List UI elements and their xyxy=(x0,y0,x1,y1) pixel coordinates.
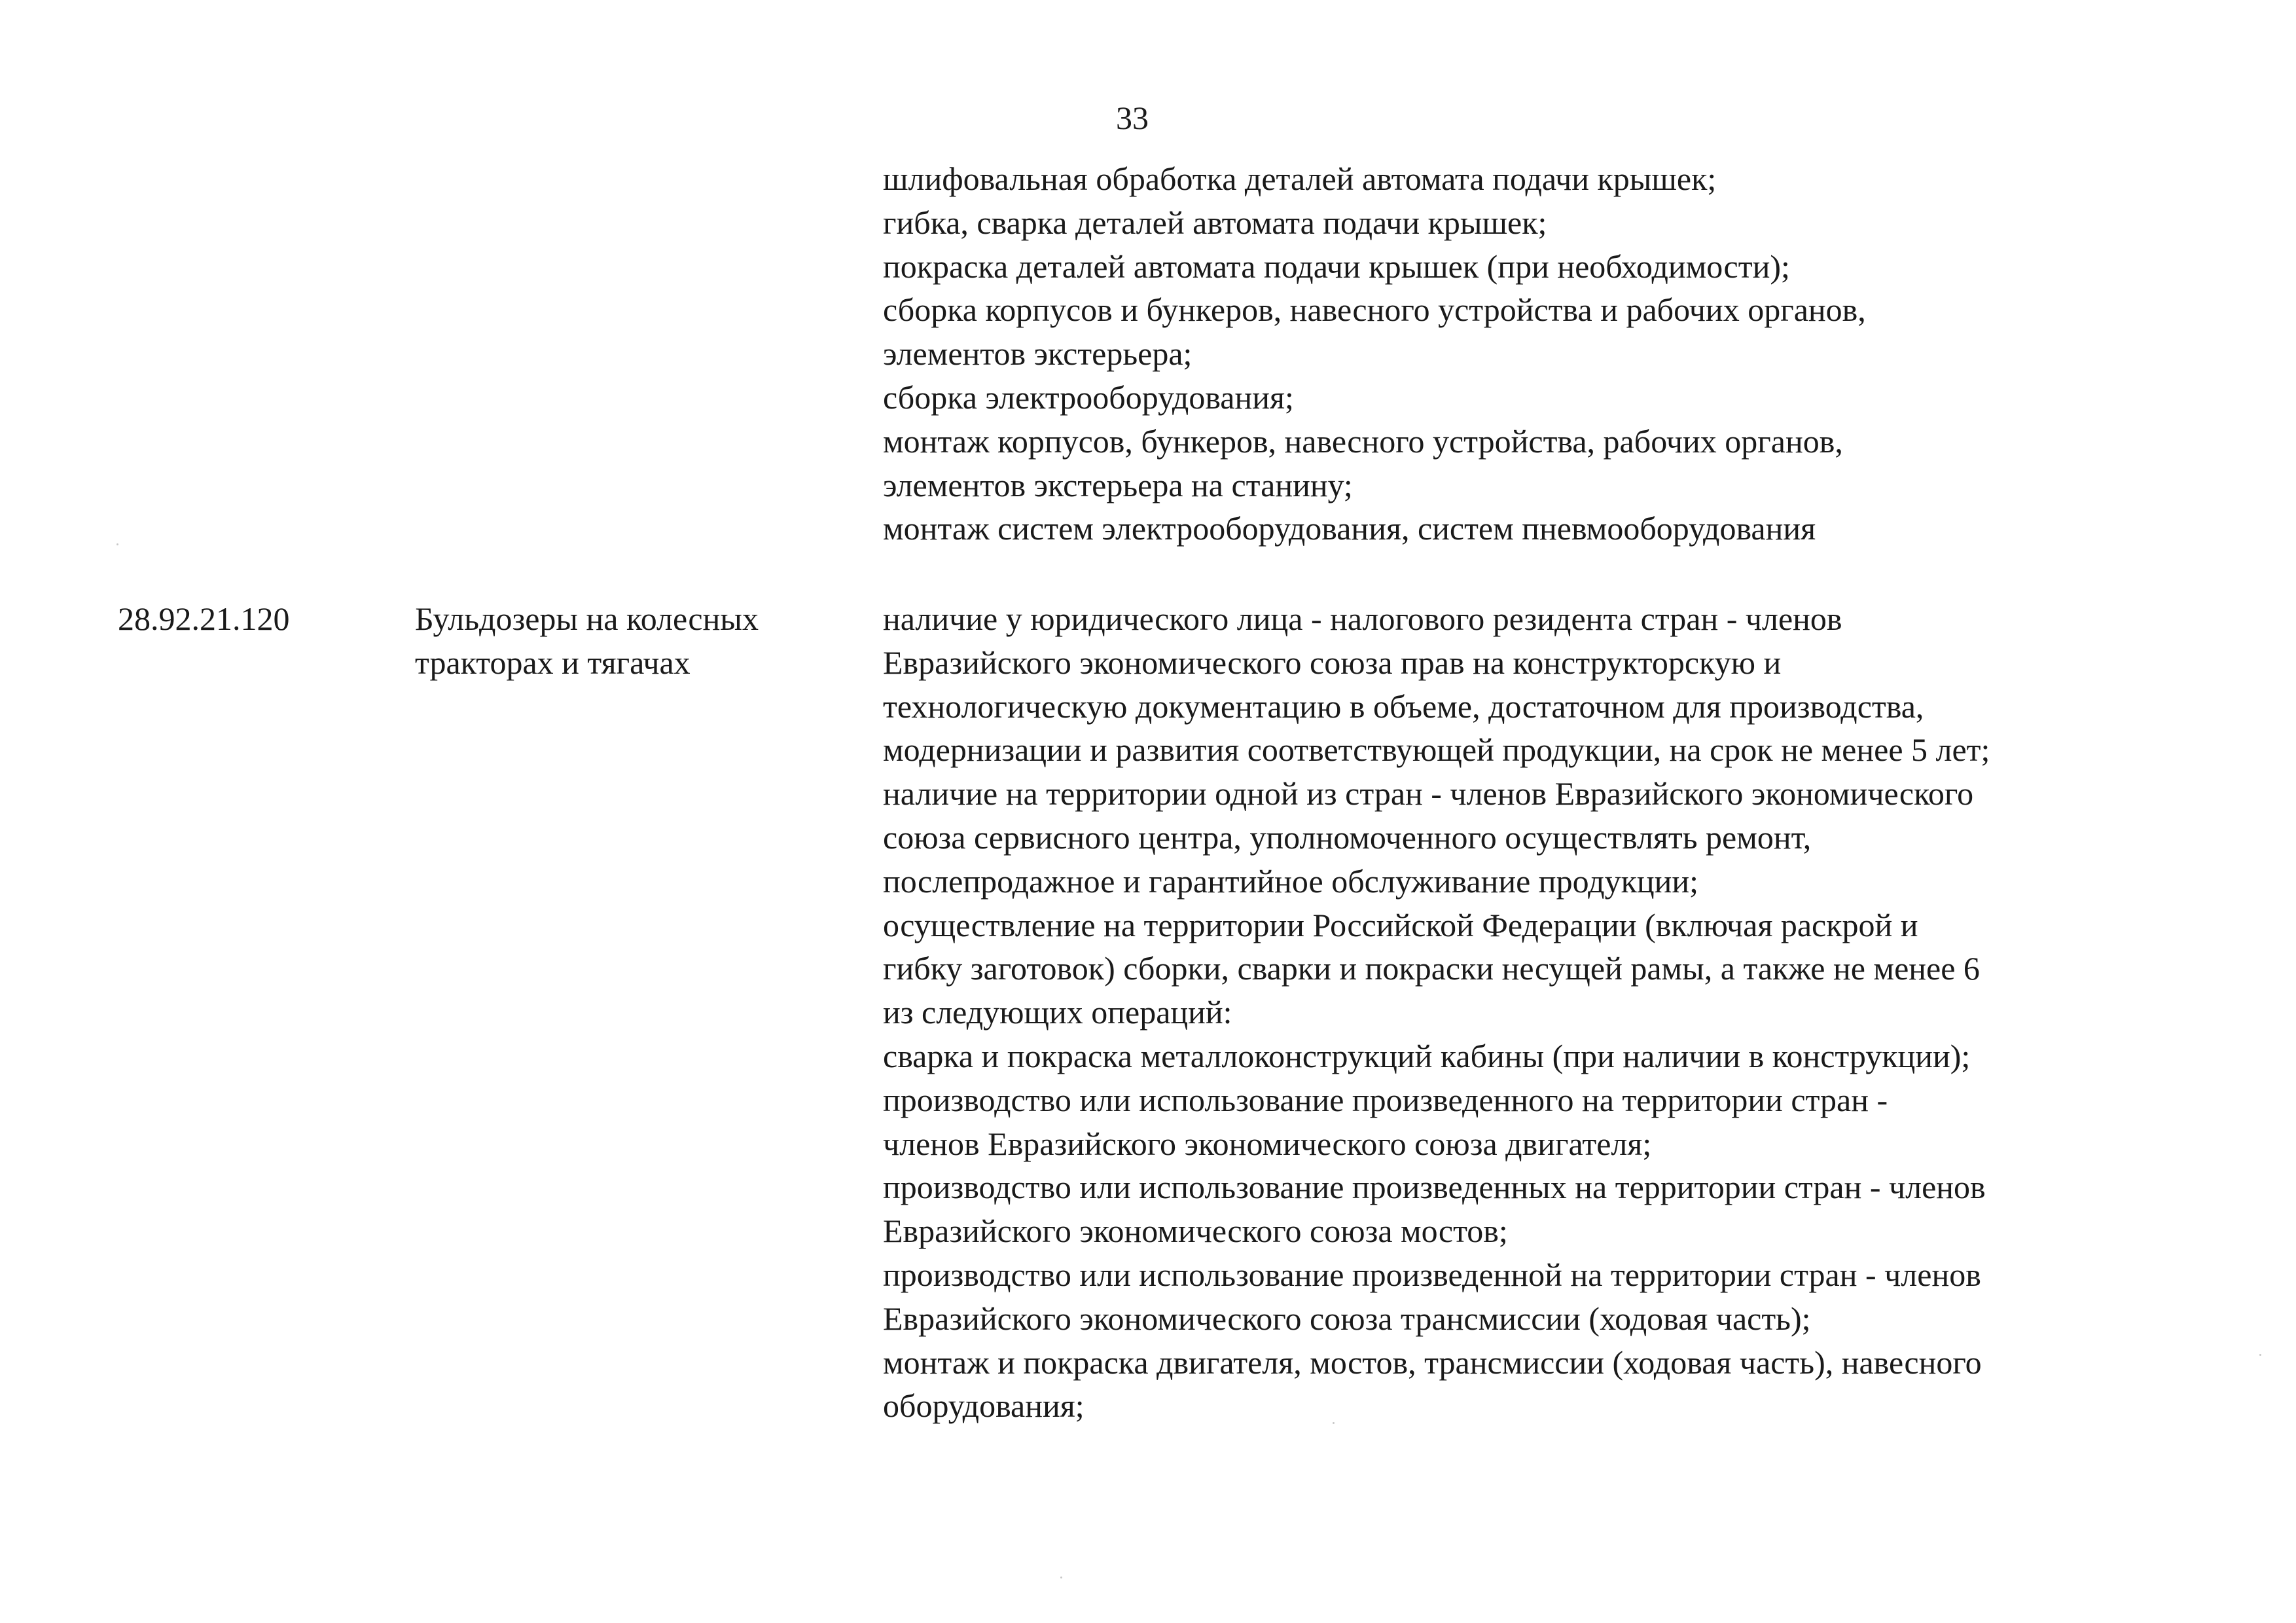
page-number: 33 xyxy=(1116,100,1149,136)
requirement-line: элементов экстерьера; xyxy=(883,335,1193,373)
requirement-line: сварка и покраска металлоконструкций кабины (при наличии в конструкции); xyxy=(883,1037,1971,1074)
requirement-line: союза сервисного центра, уполномоченного осуществлять ремонт, xyxy=(883,818,1812,856)
requirement-line: производство или использование произведенной на территории стран - членов xyxy=(883,1256,1981,1293)
product-name-line: тракторах и тягачах xyxy=(415,644,691,681)
requirement-line: шлифовальная обработка деталей автомата подачи крышек; xyxy=(883,160,1717,197)
requirement-line: монтаж систем электрооборудования, систем пневмооборудования xyxy=(883,510,1816,547)
requirement-line: монтаж и покраска двигателя, мостов, трансмиссии (ходовая часть), навесного xyxy=(883,1343,1982,1381)
requirement-line: Евразийского экономического союза прав на конструкторскую и xyxy=(883,644,1782,681)
requirement-line: наличие у юридического лица - налогового резидента стран - членов xyxy=(883,600,1842,637)
requirement-line: сборка корпусов и бункеров, навесного устройства и рабочих органов, xyxy=(883,291,1866,329)
requirement-line: монтаж корпусов, бункеров, навесного устройства, рабочих органов, xyxy=(883,422,1843,460)
requirement-line: производство или использование произведенного на территории стран - xyxy=(883,1081,1888,1118)
requirement-line: послепродажное и гарантийное обслуживание продукции; xyxy=(883,862,1699,900)
product-name xyxy=(415,597,847,685)
requirement-line: осуществление на территории Российской Федерации (включая раскрой и xyxy=(883,906,1918,943)
scan-speck xyxy=(2259,1354,2261,1356)
requirement-line: гибка, сварка деталей автомата подачи крышек; xyxy=(883,204,1547,241)
continuation-requirements xyxy=(883,157,2225,551)
product-name-line: Бульдозеры на колесных xyxy=(415,600,759,637)
okpd-code: 28.92.21.120 xyxy=(118,600,290,637)
scan-speck xyxy=(1060,1577,1062,1578)
scan-speck xyxy=(1333,1422,1335,1424)
requirement-line: оборудования; xyxy=(883,1387,1085,1425)
requirement-line: покраска деталей автомата подачи крышек (при необходимости); xyxy=(883,247,1790,285)
requirement-line: наличие на территории одной из стран - членов Евразийского экономического xyxy=(883,775,1974,812)
scan-speck xyxy=(117,543,118,545)
production-requirements xyxy=(883,597,2225,1428)
requirement-line: гибку заготовок) сборки, сварки и покраски несущей рамы, а также не менее 6 xyxy=(883,950,1980,987)
requirement-line: сборка электрооборудования; xyxy=(883,378,1294,416)
requirement-line: из следующих операций: xyxy=(883,994,1232,1031)
requirement-line: членов Евразийского экономического союза двигателя; xyxy=(883,1125,1652,1162)
requirement-line: Евразийского экономического союза мостов; xyxy=(883,1213,1508,1250)
requirement-line: производство или использование произведенных на территории стран - членов xyxy=(883,1169,1986,1206)
requirement-line: технологическую документацию в объеме, достаточном для производства, xyxy=(883,687,1924,725)
requirement-line: элементов экстерьера на станину; xyxy=(883,466,1353,503)
requirement-line: модернизации и развития соответствующей продукции, на срок не менее 5 лет; xyxy=(883,731,1990,769)
requirement-line: Евразийского экономического союза трансмиссии (ходовая часть); xyxy=(883,1300,1811,1337)
